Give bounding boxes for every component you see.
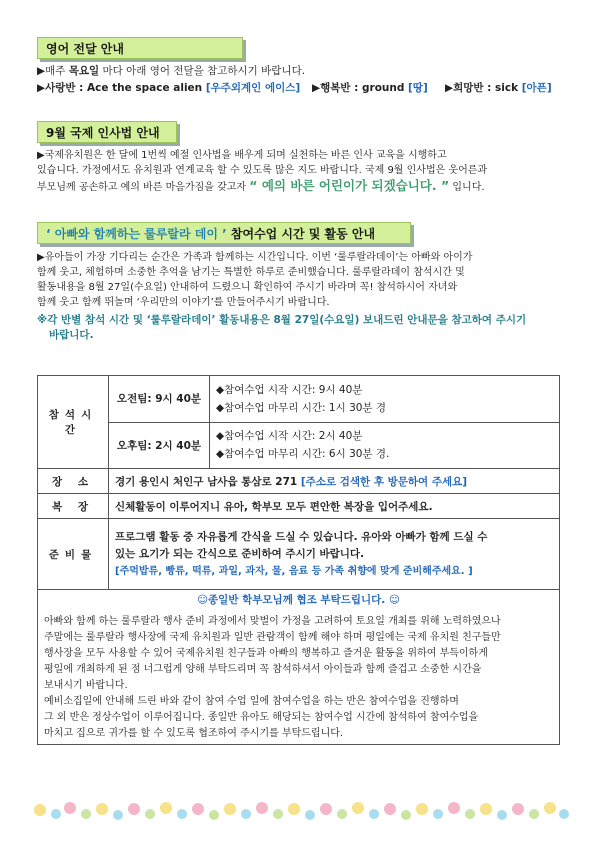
english-class-love: ▶사랑반 : Ace the space alien [우주외계인 에이스] (37, 82, 301, 94)
attend-time-label: 참석시간 (38, 376, 109, 469)
pm-team-label: 오후팀: 2시 40분 (109, 422, 210, 469)
lululala-paragraph: ▶유아들이 가장 기다리는 순간은 가족과 함께하는 시간입니다. 이번 ‘룰루랄라데이’는 아빠와 아이가 함께 웃고, 체험하며 소중한 추억을 남기는 특별한 하루로 준비했습니다. 룰루랄라데이 참석시간 및 활동내용을 8월 27일(수요일) 안내하여 드렸으니 확인하여 주시기 바라며 꼭! 참석하시어 자녀와 함께 웃고 함께 뛰놀며 ‘우리만의 이야기’를 만들어주시기 바랍니다. (37, 252, 473, 308)
dress-value: 신체활동이 이루어지니 유아, 학부모 모두 편안한 복장을 입어주세요. (109, 494, 560, 519)
english-class-hope: ▶희망반 : sick [아픈] (445, 82, 552, 94)
dress-label: 복 장 (38, 494, 109, 519)
lululala-note: ※각 반별 참석 시간 및 ‘룰루랄라데이’ 활동내용은 8월 27일(수요일) 보내드린 안내문을 참고하여 주시기 바랍니다. (37, 314, 527, 341)
prep-label: 준비물 (38, 519, 109, 590)
decorative-dots-border (30, 790, 570, 830)
section-title-lululala: ‘ 아빠와 함께하는 룰루랄라 데이 ’ 참여수업 시간 및 활동 안내 (37, 222, 411, 244)
pm-times: ◆참여수업 시작 시간: 2시 40분 ◆참여수업 마무리 시간: 6시 30분 경. (210, 422, 560, 469)
cooperation-box: ☺종일반 학부모님께 협조 부탁드립니다. ☺ 아빠와 함께 하는 룰루랄라 행사 준비 과정에서 맞벌이 가정을 고려하여 토요일 개최를 위해 노력하였으나 주말에는 룰루랄라 행사장에 국제 유치원과 일반 관람객이 함께 해야 하며 평일에는 국제 유치원 친구들만 행사장을 모두 사용할 수 있어 국제유치원 친구들과 아빠의 행복하고 즐거운 활동을 위하여 부득이하게 평일에 개최하게 된 점 너그럽게 양해 부탁드리며 꼭 참석하셔서 아이들과 함께 즐겁고 소중한 시간을 보내시기 바랍니다. 예비소집일에 안내해 드린 바와 같이 참여 수업 일에 참여수업을 하는 반은 참여수업을 진행하며 그 외 반은 정상수업이 이루어집니다. 종일반 유아도 해당되는 참여수업 시간에 참석하여 참여수업을 마치고 집으로 귀가를 할 수 있도록 협조하여 주시기를 부탁드립니다. (38, 590, 560, 745)
english-intro: ▶매주 목요일 마다 아래 영어 전달을 참고하시기 바랍니다. (37, 65, 306, 77)
section-title-greeting: 9월 국제 인사법 안내 (37, 121, 177, 143)
english-class-happy: ▶행복반 : ground [땅] (312, 82, 428, 94)
info-table (37, 375, 560, 745)
am-team-label: 오전팀: 9시 40분 (109, 376, 210, 423)
place-label: 장 소 (38, 469, 109, 494)
greeting-paragraph: ▶국제유치원은 한 달에 1번씩 예절 인사법을 배우게 되며 실천하는 바른 인사 교육을 시행하고 있습니다. 가정에서도 유치원과 연계교육 할 수 있도록 많은 지도 바랍니다. 국제 9월 인사법은 웃어른과 부모님께 공손하고 예의 바른 마음가짐을 갖고자 “ 예의 바른 어린이가 되겠습니다. ” 입니다. (37, 150, 488, 193)
cooperation-title: ☺종일반 학부모님께 협조 부탁드립니다. ☺ (197, 594, 400, 606)
place-value: 경기 용인시 처인구 남사읍 통삼로 271 [주소로 검색한 후 방문하여 주세요] (109, 469, 560, 494)
section-title-english: 영어 전달 안내 (37, 37, 243, 59)
prep-value: 프로그램 활동 중 자유롭게 간식을 드실 수 있습니다. 유아와 아빠가 함께 드실 수 있는 요기가 되는 간식으로 준비하여 주시기 바랍니다. [주먹밥류, 빵류, 떡류, 과일, 과자, 물, 음료 등 가족 취향에 맞게 준비해주세요. ] (109, 519, 560, 590)
am-times: ◆참여수업 시작 시간: 9시 40분 ◆참여수업 마무리 시간: 1시 30분 경 (210, 376, 560, 423)
